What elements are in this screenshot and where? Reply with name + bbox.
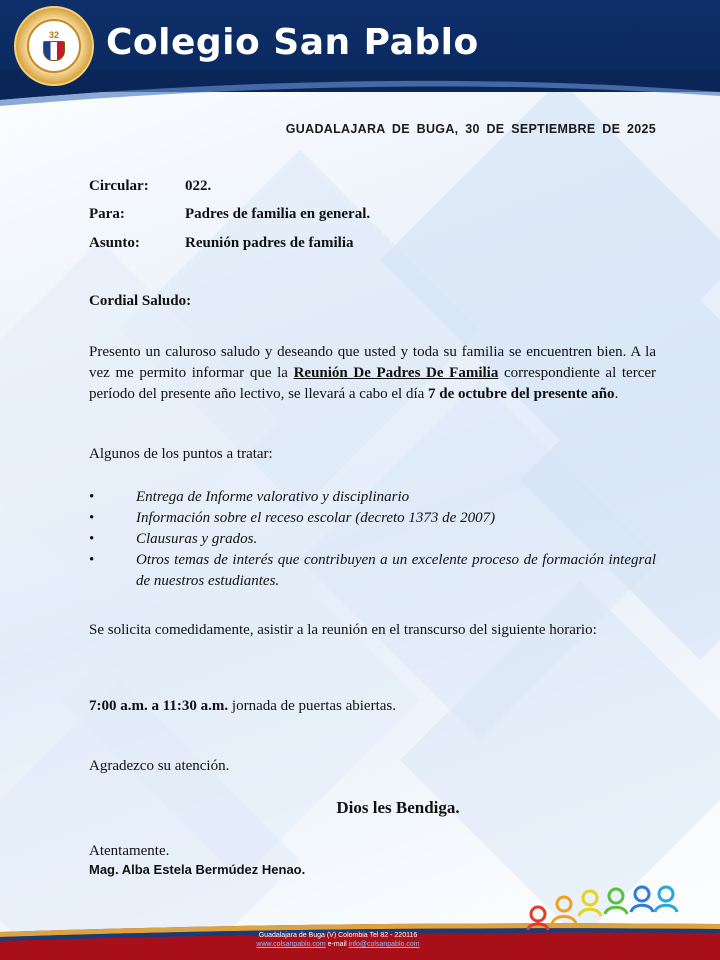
list-item: • Entrega de Informe valorativo y disciplinario bbox=[89, 487, 656, 508]
schedule-time: 7:00 a.m. a 11:30 a.m. bbox=[89, 698, 229, 714]
signer-name: Mag. Alba Estela Bermúdez Henao. bbox=[89, 862, 306, 877]
paragraph1-part1: Presento un caluroso saludo y deseando que usted y toda su familia se encuentren bien. A la vez me permito informar que la bbox=[89, 344, 656, 381]
list-item: • Otros temas de interés que contribuyen a un excelente proceso de formación integral de nuestros estudiantes. bbox=[89, 550, 656, 592]
agenda-list bbox=[89, 487, 656, 592]
asunto-label: Asunto: bbox=[89, 235, 140, 251]
agenda-intro: Algunos de los puntos a tratar: bbox=[89, 446, 273, 462]
email-link[interactable]: info@colsanpablo.com bbox=[348, 941, 420, 948]
paragraph1-part2: correspondiente al tercer período del presente año lectivo, se llevará a cabo el día bbox=[89, 365, 657, 402]
thanks-line: Agradezco su atención. bbox=[89, 758, 230, 774]
meeting-date: 7 de octubre del presente año bbox=[428, 386, 615, 402]
meta-para bbox=[89, 206, 370, 223]
footer-address: Guadalajara de Buga (V) Colombia Tel 82 - 220116 bbox=[258, 932, 418, 939]
closing-line: Atentamente. bbox=[89, 843, 170, 859]
para-value: Padres de familia en general. bbox=[185, 206, 371, 222]
meeting-highlight: Reunión De Padres De Familia bbox=[293, 365, 499, 381]
logo-number: 32 bbox=[48, 30, 59, 40]
circular-value: 022. bbox=[185, 178, 212, 194]
list-item: • Clausuras y grados. bbox=[89, 529, 656, 550]
email-label: e-mail bbox=[327, 941, 347, 948]
list-item: • Información sobre el receso escolar (decreto 1373 de 2007) bbox=[89, 508, 656, 529]
circular-label: Circular: bbox=[89, 178, 149, 194]
schedule-rest: jornada de puertas abiertas. bbox=[228, 698, 396, 714]
people-illustration-icon bbox=[524, 884, 680, 930]
date-line: GUADALAJARA DE BUGA, 30 DE SEPTIEMBRE DE 2025 bbox=[285, 122, 656, 136]
footer-contact bbox=[0, 941, 688, 948]
paragraph-request: Se solicita comedidamente, asistir a la reunión en el transcurso del siguiente horario: bbox=[89, 622, 597, 638]
asunto-value: Reunión padres de familia bbox=[185, 235, 354, 251]
school-name: Colegio San Pablo bbox=[106, 22, 479, 63]
meta-asunto bbox=[89, 235, 354, 252]
para-label: Para: bbox=[89, 206, 125, 222]
meta-circular bbox=[89, 178, 211, 195]
blessing-line: Dios les Bendiga. bbox=[336, 798, 460, 817]
greeting: Cordial Saludo: bbox=[89, 293, 192, 309]
paragraph-announcement bbox=[89, 342, 656, 405]
website-link[interactable]: www.colsanpablo.com bbox=[256, 941, 326, 948]
schedule-line bbox=[89, 698, 396, 715]
paragraph1-part3: . bbox=[614, 386, 619, 402]
